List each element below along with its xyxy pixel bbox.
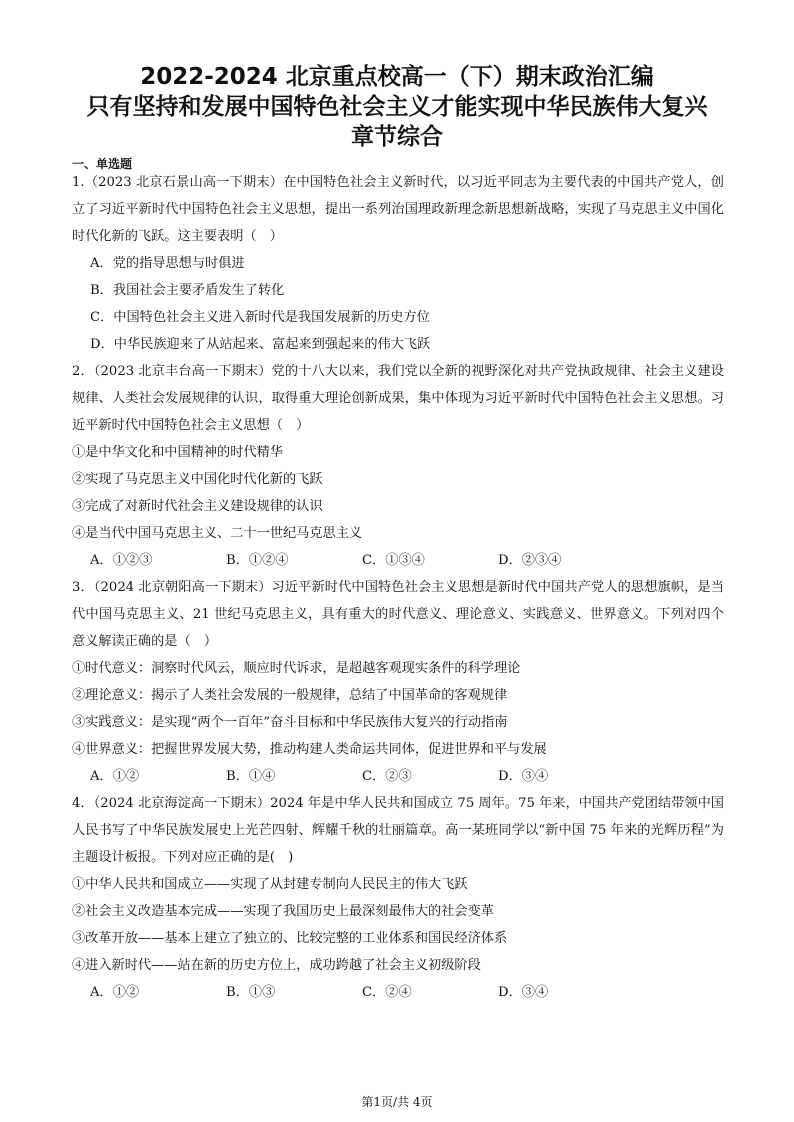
option-c: C．②③ <box>362 769 412 784</box>
question-2 <box>72 358 724 574</box>
option-row <box>72 763 724 790</box>
statement-3: ③改革开放——基本上建立了独立的、比较完整的工业体系和国民经济体系 <box>72 931 508 946</box>
statement-2: ②实现了马克思主义中国化时代化新的飞跃 <box>72 472 323 487</box>
option-a: A．党的指导思想与时俱进 <box>90 256 245 271</box>
document-title-line-1: 2022-2024 北京重点校高一（下）期末政治汇编 <box>140 64 654 90</box>
statement-4: ④是当代中国马克思主义、二十一世纪马克思主义 <box>72 526 363 541</box>
option-row <box>72 547 724 574</box>
option-row <box>72 979 724 1006</box>
statement-2: ②理论意义：揭示了人类社会发展的一般规律，总结了中国革命的客观规律 <box>72 688 508 703</box>
question-4 <box>72 790 724 1006</box>
option-c: C．②④ <box>362 985 412 1000</box>
option-b: B．①③ <box>226 985 276 1000</box>
section-heading: 一、单选题 <box>72 157 133 171</box>
statement-1: ①时代意义：洞察时代风云，顺应时代诉求，是超越客观现实条件的科学理论 <box>72 661 521 676</box>
question-list <box>72 169 724 1006</box>
statement-3: ③实践意义：是实现“两个一百年”奋斗目标和中华民族伟大复兴的行动指南 <box>72 715 508 730</box>
option-d: D．③④ <box>498 769 549 784</box>
option-c: C．①③④ <box>362 553 425 568</box>
question-stem: 2．（2023 北京丰台高一下期末）党的十八大以来，我们党以全新的视野深化对共产党执政规律、社会主义建设规律、人类社会发展规律的认识，取得重大理论创新成果，集中体现为习近平新时代中国特色社会主义思想。习近平新时代中国特色社会主义思想（ ） <box>72 364 724 433</box>
question-stem: 1.（2023 北京石景山高一下期末）在中国特色社会主义新时代，以习近平同志为主要代表的中国共产党人，创立了习近平新时代中国特色社会主义思想，提出一系列治国理政新理念新思想新战略，实现了马克思主义中国化时代化新的飞跃。这主要表明（ ） <box>72 175 724 244</box>
question-1 <box>72 169 724 358</box>
statement-4: ④进入新时代——站在新的历史方位上，成功跨越了社会主义初级阶段 <box>72 958 481 973</box>
document-title-line-2: 只有坚持和发展中国特色社会主义才能实现中华民族伟大复兴 <box>86 94 708 120</box>
option-d: D．②③④ <box>498 553 562 568</box>
option-b: B．①②④ <box>226 553 289 568</box>
statement-4: ④世界意义：把握世界发展大势，推动构建人类命运共同体，促进世界和平与发展 <box>72 742 547 757</box>
option-d: D．中华民族迎来了从站起来、富起来到强起来的伟大飞跃 <box>90 337 431 352</box>
statement-1: ①是中华文化和中国精神的时代精华 <box>72 445 283 460</box>
page-number: 第1页/共 4页 <box>361 1095 433 1109</box>
option-b: B．①④ <box>226 769 276 784</box>
statement-2: ②社会主义改造基本完成——实现了我国历史上最深刻最伟大的社会变革 <box>72 904 494 919</box>
question-stem: 4．（2024 北京海淀高一下期末）2024 年是中华人民共和国成立 75 周年。75 年来，中国共产党团结带领中国人民书写了中华民族发展史上光芒四射、辉耀千秋的壮丽篇章。高一某班同学以“新中国 75 年来的光辉历程”为主题设计板报。下列对应正确的是( ) <box>72 796 724 865</box>
statement-1: ①中华人民共和国成立——实现了从封建专制向人民民主的伟大飞跃 <box>72 877 468 892</box>
option-a: A．①② <box>90 769 140 784</box>
option-b: B．我国社会主要矛盾发生了转化 <box>90 283 285 298</box>
question-stem: 3．（2024 北京朝阳高一下期末）习近平新时代中国特色社会主义思想是新时代中国共产党人的思想旗帜，是当代中国马克思主义、21 世纪马克思主义，具有重大的时代意义、理论意义、实践意义、世界意义。下列对四个意义解读正确的是（ ） <box>72 580 724 649</box>
document-title-line-3: 章节综合 <box>351 124 443 150</box>
question-3 <box>72 574 724 790</box>
option-a: A．①②③ <box>90 553 153 568</box>
option-d: D．③④ <box>498 985 549 1000</box>
statement-3: ③完成了对新时代社会主义建设规律的认识 <box>72 499 323 514</box>
option-a: A．①② <box>90 985 140 1000</box>
option-c: C．中国特色社会主义进入新时代是我国发展新的历史方位 <box>90 310 430 325</box>
